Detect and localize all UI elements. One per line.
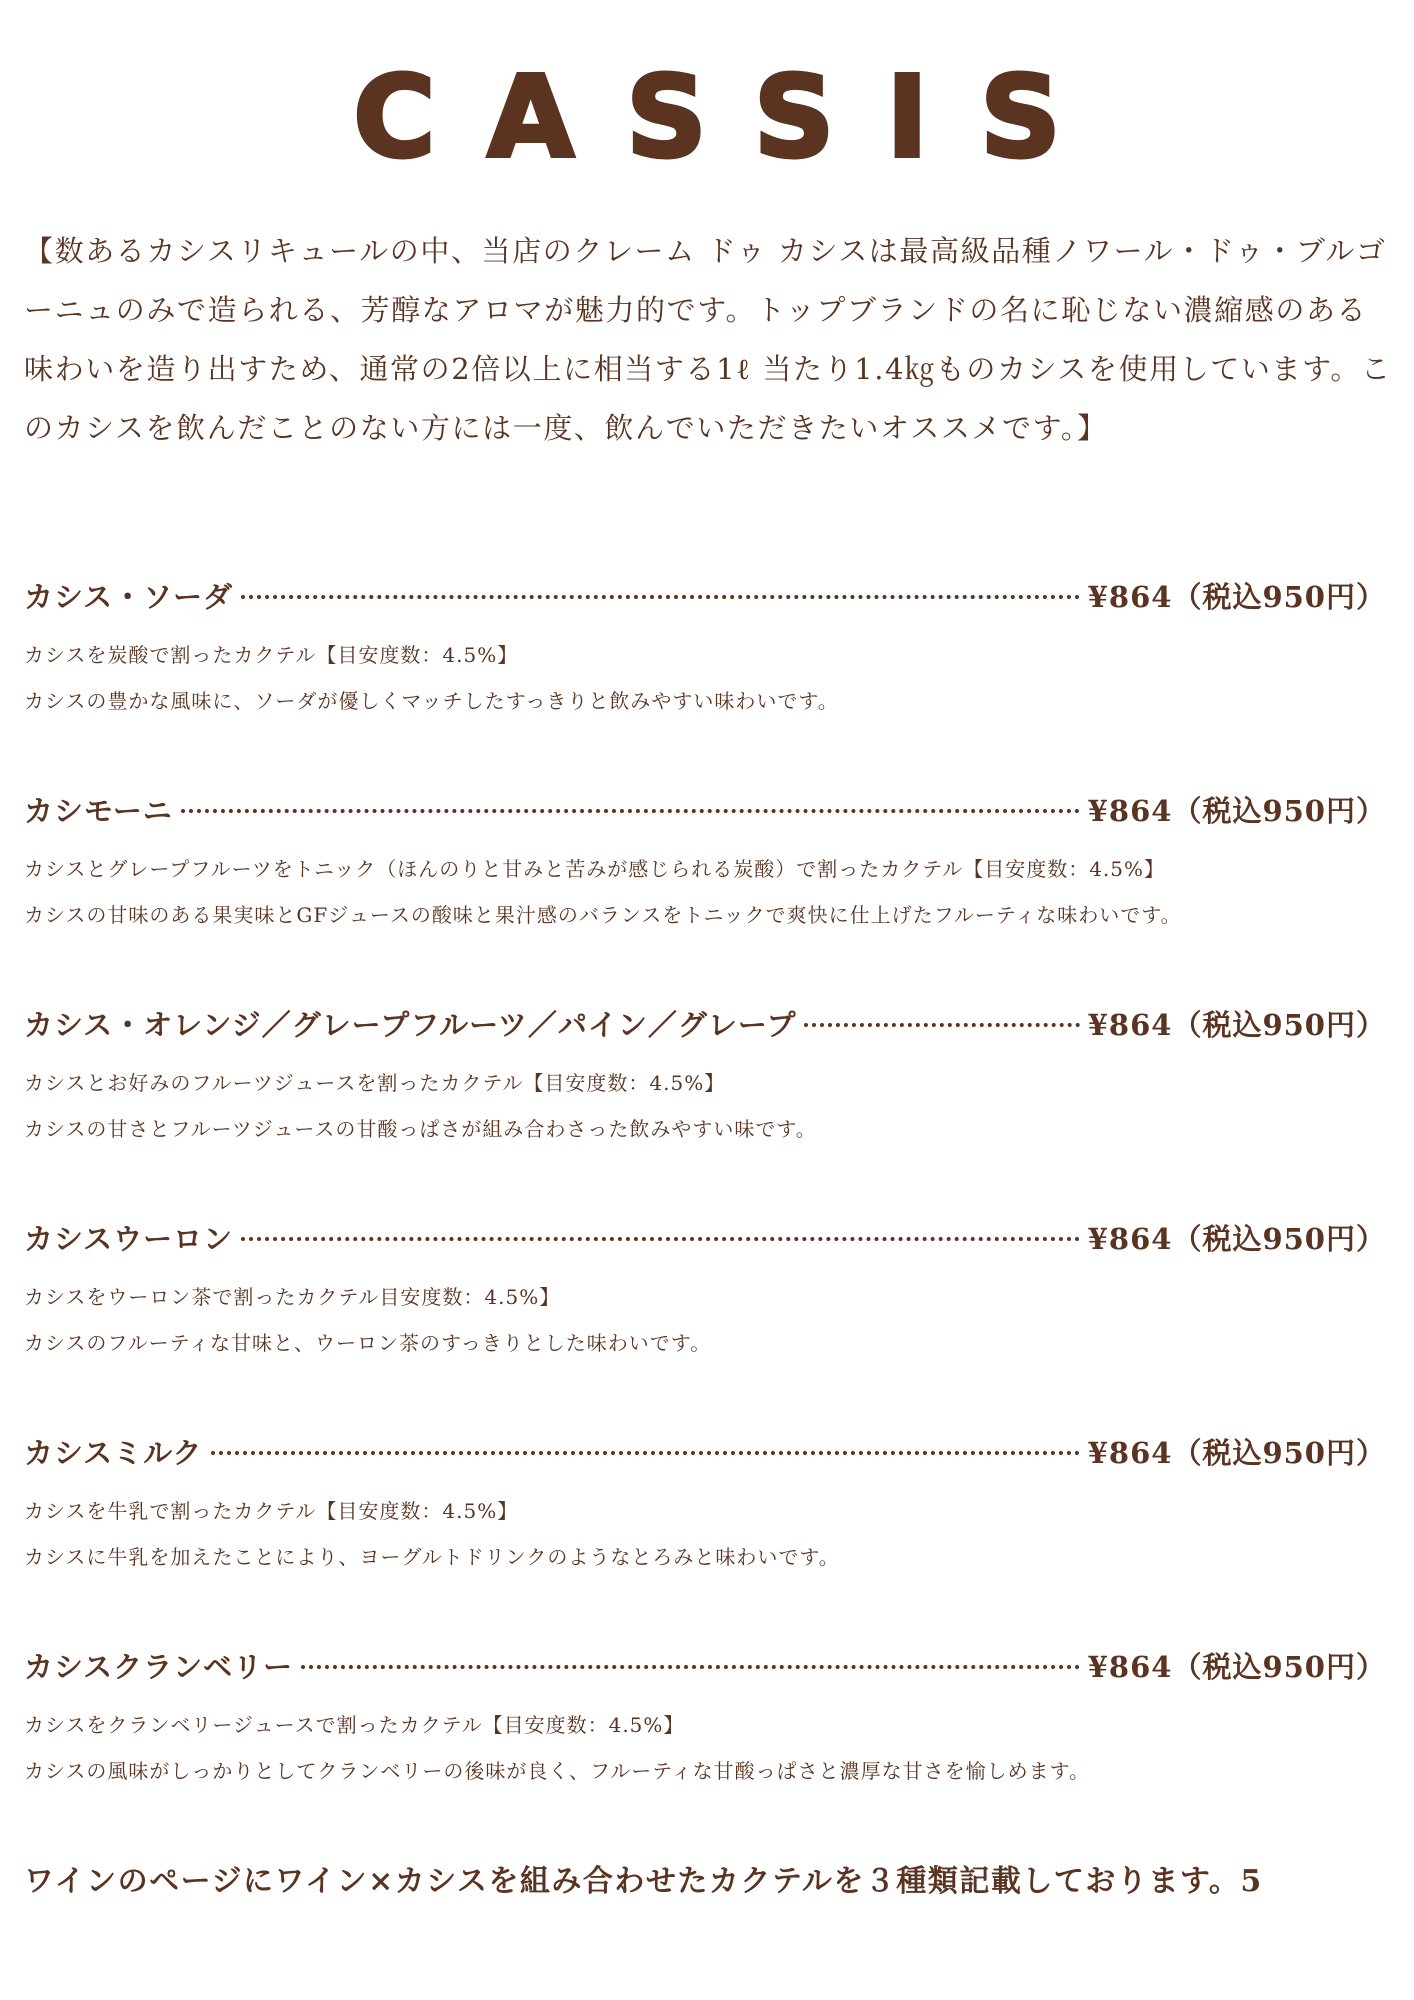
item-description-1: カシスとグレープフルーツをトニック（ほんのりと甘みと苦みが感じられる炭酸）で割ったカクテル【目安度数：4.5%】 — [24, 857, 1166, 881]
price-tax-included: （税込950円） — [1172, 1436, 1386, 1470]
price-tax-included: （税込950円） — [1172, 1008, 1386, 1042]
menu-item-cassis-cranberry — [24, 1645, 1386, 1859]
item-name: カシスミルク — [24, 1436, 203, 1470]
price-value: ¥864 — [1087, 1222, 1173, 1256]
item-description-1: カシスをウーロン茶で割ったカクテル目安度数：4.5%】 — [24, 1285, 561, 1309]
item-price — [1088, 1645, 1386, 1686]
price-tax-included: （税込950円） — [1172, 1650, 1386, 1684]
item-description-1: カシスとお好みのフルーツジュースを割ったカクテル【目安度数：4.5%】 — [24, 1071, 726, 1095]
item-name: カシス・ソーダ — [24, 580, 234, 614]
price-value: ¥864 — [1087, 794, 1173, 828]
item-name: カシス・オレンジ／グレープフルーツ／パイン／グレープ — [24, 1008, 797, 1042]
item-description-2: カシスに牛乳を加えたことにより、ヨーグルトドリンクのようなとろみと味わいです。 — [24, 1545, 840, 1569]
dotted-leader — [181, 809, 1080, 813]
price-tax-included: （税込950円） — [1172, 580, 1386, 614]
item-price — [1088, 1431, 1386, 1472]
dotted-leader — [241, 595, 1080, 599]
item-name: カシモーニ — [24, 794, 173, 828]
price-value: ¥864 — [1087, 1650, 1173, 1684]
item-description-1: カシスを炭酸で割ったカクテル【目安度数：4.5%】 — [24, 643, 519, 667]
dotted-leader — [211, 1451, 1080, 1455]
item-price — [1088, 1217, 1386, 1258]
price-tax-included: （税込950円） — [1172, 1222, 1386, 1256]
dotted-leader — [241, 1237, 1080, 1241]
item-description-2: カシスの甘味のある果実味とGFジュースの酸味と果汁感のバランスをトニックで爽快に仕上げたフルーティな味わいです。 — [24, 903, 1182, 927]
menu-item-cassis-soda — [24, 575, 1386, 789]
menu-item-cassimoni — [24, 789, 1386, 1003]
price-value: ¥864 — [1087, 1436, 1173, 1470]
item-description-2: カシスのフルーティな甘味と、ウーロン茶のすっきりとした味わいです。 — [24, 1331, 712, 1355]
item-description-2: カシスの豊かな風味に、ソーダが優しくマッチしたすっきりと飲みやすい味わいです。 — [24, 689, 839, 713]
item-price — [1088, 1003, 1386, 1044]
dotted-leader — [301, 1665, 1080, 1669]
item-description-1: カシスを牛乳で割ったカクテル【目安度数：4.5%】 — [24, 1499, 519, 1523]
menu-list — [24, 575, 1386, 1859]
item-description-2: カシスの甘さとフルーツジュースの甘酸っぱさが組み合わさった飲みやすい味です。 — [24, 1117, 817, 1141]
item-name: カシスウーロン — [24, 1222, 234, 1256]
page-title: CASSIS — [353, 53, 1113, 183]
item-name: カシスクランベリー — [24, 1650, 294, 1684]
dotted-leader — [804, 1023, 1079, 1027]
item-price — [1088, 789, 1386, 830]
price-tax-included: （税込950円） — [1172, 794, 1386, 828]
menu-item-cassis-juice — [24, 1003, 1386, 1217]
price-value: ¥864 — [1087, 580, 1173, 614]
price-value: ¥864 — [1087, 1008, 1173, 1042]
item-description-2: カシスの風味がしっかりとしてクランベリーの後味が良く、フルーティな甘酸っぱさと濃厚な甘さを愉しめます。 — [24, 1759, 1090, 1783]
intro-paragraph: 【数あるカシスリキュールの中、当店のクレーム ドゥ カシスは最高級品種ノワール・ドゥ・ブルゴーニュのみで造られる、芳醇なアロマが魅力的です。トップブランドの名に恥じない濃縮感のある味わいを造り出すため、通常の2倍以上に相当する1ℓ 当たり1.4㎏ものカシスを使用しています。このカシスを飲んだことのない方には一度、飲んでいただきたいオススメです。】 — [24, 234, 1392, 445]
menu-item-cassis-milk — [24, 1431, 1386, 1645]
menu-item-cassis-oolong — [24, 1217, 1386, 1431]
item-price — [1088, 575, 1386, 616]
footer-note: ワインのページにワイン×カシスを組み合わせたカクテルを３種類記載しております。5 — [24, 1864, 1263, 1899]
item-description-1: カシスをクランベリージュースで割ったカクテル【目安度数：4.5%】 — [24, 1713, 685, 1737]
